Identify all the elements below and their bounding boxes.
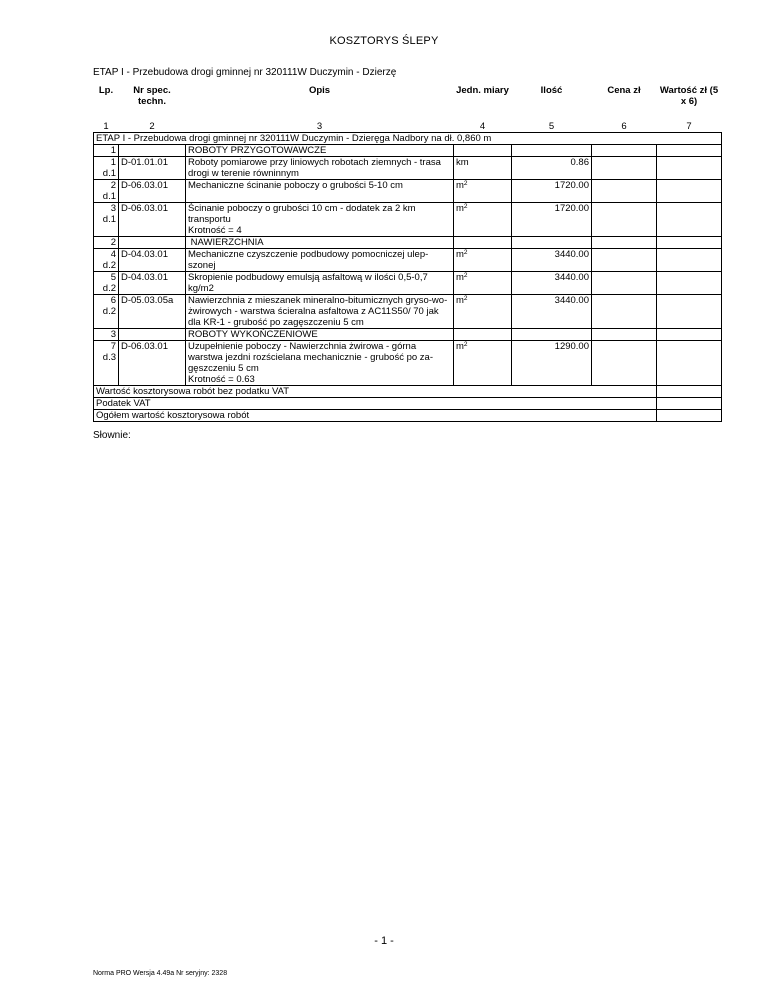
item-value [657,272,722,295]
item-unit: m [456,272,464,283]
item-lp: 2 [110,180,116,191]
table-row [94,295,722,329]
unit-exponent: 2 [463,295,468,302]
col-number: 3 [316,121,323,132]
item-value [657,295,722,329]
header-nr-spec: Nr spec. techn. [133,85,171,107]
item-lp: 3 [110,203,116,214]
table-row [94,249,722,272]
etap-row [94,133,722,145]
software-footer: Norma PRO Wersja 4.49a Nr seryjny: 2328 [93,970,228,977]
summary-row [94,386,722,398]
summary-value [657,386,722,398]
col-number: 2 [149,121,155,132]
item-spec: D-05.03.05a [119,295,186,329]
unit-exponent: 2 [463,203,468,210]
table-row [94,157,722,180]
item-description: Mechaniczne czyszczenie podbudowy pomocniczej ulep-szonej [186,249,454,272]
unit-exponent: 2 [463,249,468,256]
unit-exponent: 2 [463,272,468,279]
item-description: Roboty pomiarowe przy liniowych robotach ziemnych - trasa drogi w terenie równinnym [186,157,454,180]
item-spec-suffix: d.2 [102,260,116,271]
summary-row [94,410,722,422]
summary-row [94,398,722,410]
item-spec-suffix: d.2 [102,283,116,294]
section-row [94,145,722,157]
item-value [657,203,722,237]
section-number: 2 [94,237,119,249]
item-quantity: 3440.00 [512,295,592,329]
item-description: Nawierzchnia z mieszanek mineralno-bitumicznych gryso-wo-żwirowych - warstwa ścieralna asfaltowa z AC11S50/ 70 jak dla KR-1 - grubość po zagęszczeniu 5 cm [186,295,454,329]
item-quantity: 1720.00 [512,180,592,203]
header-jedn-miary: Jedn. miary [456,85,509,96]
item-multiplier: Krotność = 0.63 [188,374,255,385]
table-row [94,272,722,295]
item-lp: 5 [110,272,116,283]
item-price [592,249,657,272]
section-number: 3 [94,329,119,341]
document-title: KOSZTORYS ŚLEPY [329,35,439,47]
item-price [592,341,657,386]
etap-title: ETAP I - Przebudowa drogi gminnej nr 320111W Duczymin - Dzieręga Nadbory na dł. 0,860 m [94,133,722,145]
col-number: 6 [621,121,627,132]
item-quantity: 0.86 [512,157,592,180]
item-spec-suffix: d.1 [102,191,116,202]
item-spec: D-06.03.01 [119,203,186,237]
summary-label: Ogółem wartość kosztorysowa robót [94,410,657,422]
header-ilosc: Ilość [540,85,563,96]
table-header-row [94,82,722,121]
section-row [94,237,722,249]
item-spec: D-01.01.01 [119,157,186,180]
item-value [657,180,722,203]
item-unit: m [456,341,464,352]
col-number: 5 [548,121,555,132]
item-lp: 7 [110,341,116,352]
document-subtitle: ETAP I - Przebudowa drogi gminnej nr 320111W Duczymin - Dzierzę [93,67,397,78]
cost-estimate-table [93,82,722,422]
section-title: ROBOTY WYKOŃCZENIOWE [186,329,454,341]
item-spec-suffix: d.1 [102,168,116,179]
in-words-label: Słownie: [93,430,131,441]
header-lp: Lp. [98,85,114,96]
item-quantity: 1720.00 [512,203,592,237]
item-description: Ścinanie poboczy o grubości 10 cm - dodatek za 2 km transportu [188,203,416,225]
item-lp: 1 [110,157,116,168]
item-spec-suffix: d.1 [102,214,116,225]
item-spec: D-04.03.01 [119,249,186,272]
col-number: 7 [686,121,692,132]
unit-exponent: 2 [463,341,468,348]
item-quantity: 3440.00 [512,272,592,295]
unit-exponent: 2 [463,180,468,187]
item-spec-suffix: d.2 [102,306,116,317]
item-price [592,295,657,329]
item-multiplier: Krotność = 4 [188,225,242,236]
item-unit: m [456,295,464,306]
item-price [592,157,657,180]
col-number: 1 [103,121,109,132]
item-description: Uzupełnienie poboczy - Nawierzchnia żwirowa - górna warstwa jezdni rozścielana mechanicznie - grubość po za-gęszczeniu 5 cm [188,341,434,374]
section-number: 1 [94,145,119,157]
item-quantity: 3440.00 [512,249,592,272]
section-title: NAWIERZCHNIA [186,237,454,249]
summary-label: Wartość kosztorysowa robót bez podatku VAT [94,386,657,398]
item-quantity: 1290.00 [512,341,592,386]
item-spec: D-04.03.01 [119,272,186,295]
table-row [94,180,722,203]
item-price [592,203,657,237]
summary-label: Podatek VAT [94,398,657,410]
summary-value [657,398,722,410]
table-row [94,203,722,237]
item-value [657,341,722,386]
item-unit: km [454,157,512,180]
section-title: ROBOTY PRZYGOTOWAWCZE [186,145,454,157]
item-spec-suffix: d.3 [102,352,116,363]
header-wartosc: Wartość zł (5 x 6) [659,85,719,107]
col-number: 4 [479,121,486,132]
item-unit: m [456,203,464,214]
item-value [657,157,722,180]
item-price [592,272,657,295]
item-value [657,249,722,272]
item-unit: m [456,249,464,260]
header-cena: Cena zł [607,85,641,96]
item-description: Mechaniczne ścinanie poboczy o grubości 5-10 cm [186,180,454,203]
item-price [592,180,657,203]
item-lp: 6 [110,295,116,306]
table-row [94,341,722,386]
item-spec: D-06.03.01 [119,341,186,386]
item-lp: 4 [110,249,116,260]
section-row [94,329,722,341]
page-number: - 1 - [374,935,394,947]
summary-value [657,410,722,422]
item-description: Skropienie podbudowy emulsją asfaltową w ilości 0,5-0,7 kg/m2 [186,272,454,295]
item-spec: D-06.03.01 [119,180,186,203]
header-opis: Opis [308,85,331,96]
item-unit: m [456,180,464,191]
column-number-row [94,121,722,133]
